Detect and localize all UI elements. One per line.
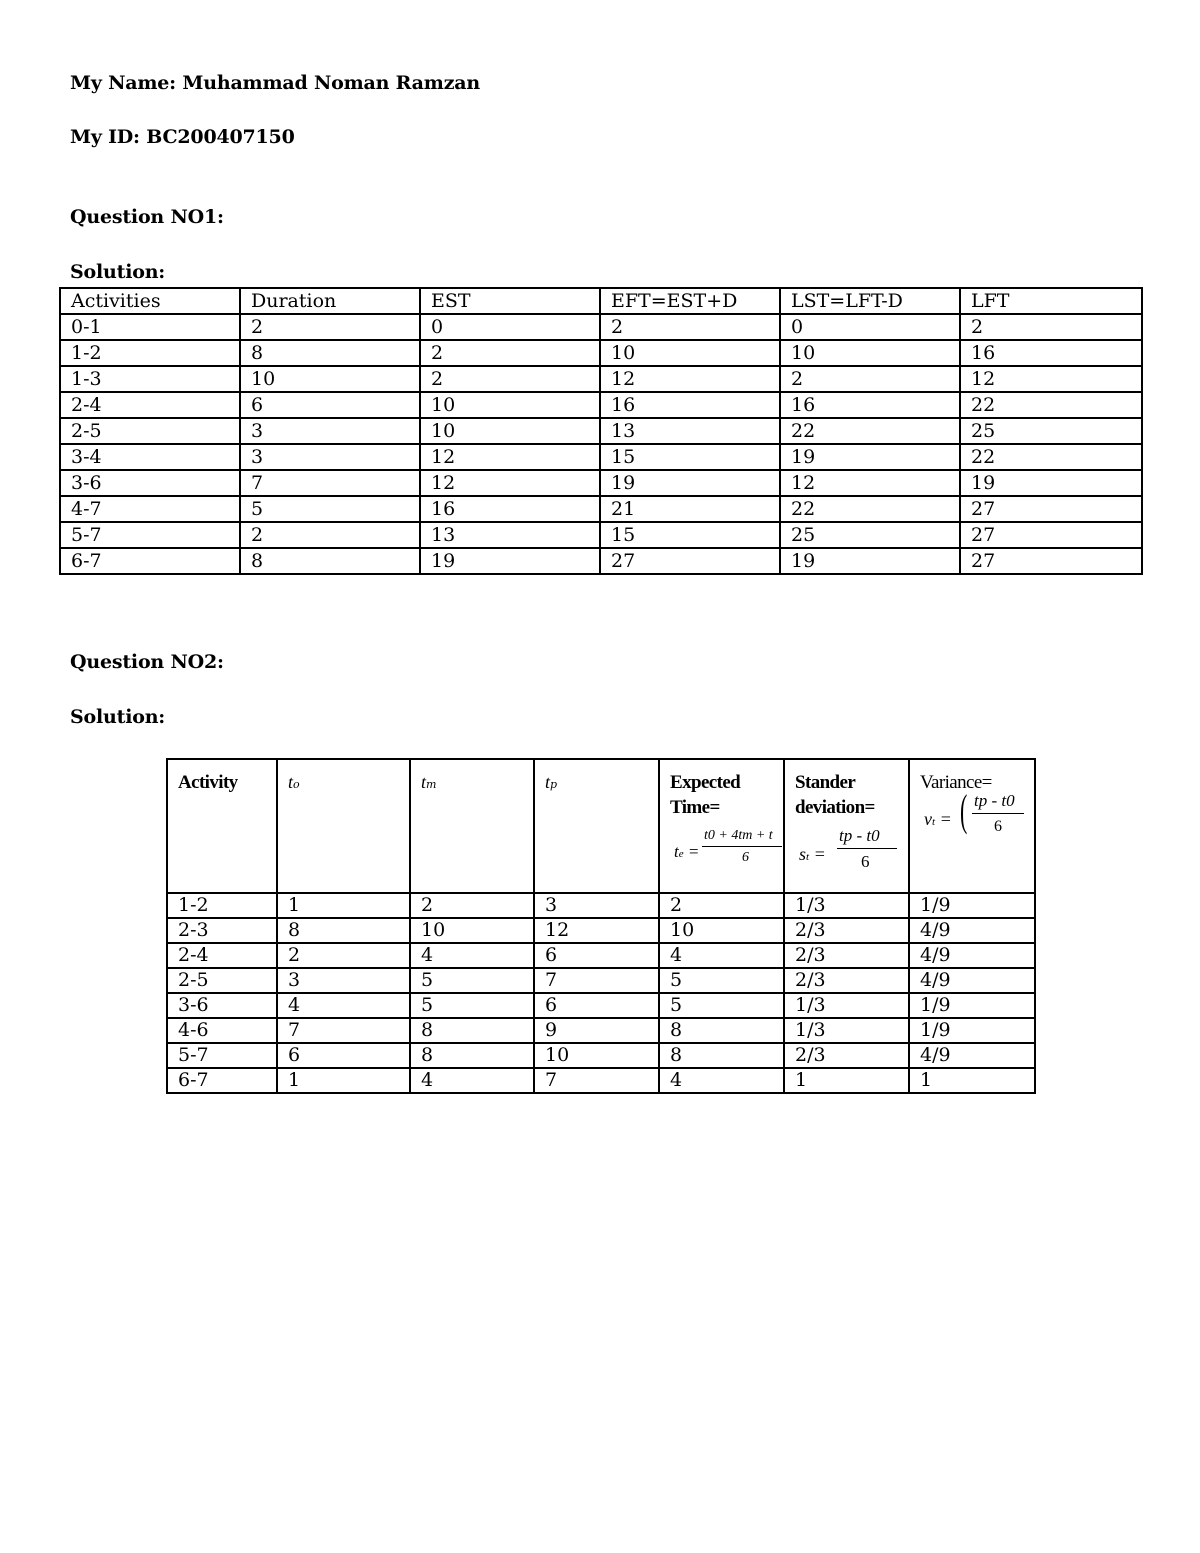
table-cell: 10 [534,1043,659,1068]
table-cell: 1/3 [784,993,909,1018]
std-deviation-formula: st = tp - t0 6 [795,824,908,884]
table-cell: 2 [420,366,600,392]
cpm-col-header: EFT=EST+D [600,288,780,314]
pert-col-activity: Activity [167,759,277,893]
table-cell: 0-1 [60,314,240,340]
table-cell: 19 [960,470,1142,496]
table-cell: 16 [960,340,1142,366]
table-cell: 12 [534,918,659,943]
table-cell: 5 [659,993,784,1018]
question-2-title: Question NO2: [70,651,224,673]
table-cell: 2 [410,893,534,918]
table-cell: 3-6 [167,993,277,1018]
table-cell: 5 [410,993,534,1018]
cpm-col-header: EST [420,288,600,314]
table-cell: 2/3 [784,968,909,993]
table-cell: 1-2 [60,340,240,366]
table-row [167,1068,1035,1093]
table-row [60,522,1142,548]
table-cell: 1 [277,893,410,918]
table-cell: 4/9 [909,918,1035,943]
table-cell: 16 [780,392,960,418]
table-cell: 3 [240,418,420,444]
table-cell: 27 [600,548,780,574]
table-cell: 2/3 [784,943,909,968]
table-cell: 27 [960,522,1142,548]
table-cell: 2 [600,314,780,340]
table-row [167,943,1035,968]
table-cell: 13 [420,522,600,548]
table-cell: 19 [780,444,960,470]
table-cell: 0 [420,314,600,340]
table-cell: 4 [410,1068,534,1093]
table-cell: 25 [960,418,1142,444]
table-row [60,470,1142,496]
table-cell: 3-6 [60,470,240,496]
table-cell: 1 [909,1068,1035,1093]
table-cell: 2 [420,340,600,366]
table-cell: 13 [600,418,780,444]
expected-time-formula: te = t0 + 4tm + t 6 [670,824,783,884]
table-cell: 1/3 [784,893,909,918]
table-cell: 4/9 [909,943,1035,968]
table-cell: 6-7 [60,548,240,574]
table-cell: 22 [960,392,1142,418]
table-cell: 2 [960,314,1142,340]
table-cell: 1 [277,1068,410,1093]
table-cell: 4 [277,993,410,1018]
table-cell: 8 [659,1043,784,1068]
table-cell: 1/9 [909,1018,1035,1043]
table-cell: 4-7 [60,496,240,522]
table-row [60,548,1142,574]
pert-col-std-deviation: Stander deviation= st = tp - t0 6 [784,759,909,893]
table-cell: 10 [659,918,784,943]
table-cell: 6 [534,943,659,968]
table-cell: 3 [277,968,410,993]
table-cell: 2 [277,943,410,968]
table-cell: 2 [240,314,420,340]
question-1-solution: Solution: [70,261,166,283]
table-row [60,418,1142,444]
table-cell: 16 [600,392,780,418]
table-cell: 12 [780,470,960,496]
table-cell: 8 [240,340,420,366]
pert-col-tm: tm [410,759,534,893]
table-cell: 1-2 [167,893,277,918]
table-cell: 10 [780,340,960,366]
table-cell: 7 [534,968,659,993]
table-cell: 1-3 [60,366,240,392]
table-cell: 5 [240,496,420,522]
table-cell: 2-4 [60,392,240,418]
table-cell: 4-6 [167,1018,277,1043]
table-cell: 3-4 [60,444,240,470]
table-row [60,496,1142,522]
table-row [60,314,1142,340]
cpm-table-header [60,288,1142,314]
table-row [167,1018,1035,1043]
table-cell: 21 [600,496,780,522]
table-cell: 4 [410,943,534,968]
table-cell: 12 [960,366,1142,392]
table-cell: 10 [420,392,600,418]
table-cell: 15 [600,444,780,470]
table-cell: 2-5 [60,418,240,444]
pert-table [166,758,1036,1094]
table-cell: 7 [277,1018,410,1043]
table-cell: 10 [410,918,534,943]
table-cell: 5-7 [167,1043,277,1068]
table-cell: 1/9 [909,893,1035,918]
table-cell: 4/9 [909,1043,1035,1068]
table-cell: 5 [410,968,534,993]
table-cell: 3 [534,893,659,918]
table-cell: 19 [420,548,600,574]
table-row [167,1043,1035,1068]
cpm-table [59,287,1143,575]
pert-col-to: to [277,759,410,893]
table-cell: 2/3 [784,1043,909,1068]
table-cell: 1 [784,1068,909,1093]
table-cell: 8 [410,1018,534,1043]
table-cell: 27 [960,496,1142,522]
table-cell: 2 [659,893,784,918]
table-cell: 7 [240,470,420,496]
table-cell: 22 [960,444,1142,470]
table-row [167,918,1035,943]
table-cell: 6-7 [167,1068,277,1093]
table-cell: 8 [410,1043,534,1068]
table-cell: 25 [780,522,960,548]
table-row [60,340,1142,366]
table-cell: 0 [780,314,960,340]
cpm-col-header: LST=LFT-D [780,288,960,314]
table-row [167,968,1035,993]
table-cell: 9 [534,1018,659,1043]
table-cell: 2 [240,522,420,548]
table-cell: 2-3 [167,918,277,943]
table-cell: 8 [240,548,420,574]
table-cell: 10 [420,418,600,444]
table-cell: 10 [240,366,420,392]
table-cell: 22 [780,418,960,444]
table-cell: 2-4 [167,943,277,968]
table-cell: 12 [420,470,600,496]
student-id: My ID: BC200407150 [70,126,295,148]
table-cell: 15 [600,522,780,548]
pert-table-body [167,893,1035,1093]
table-cell: 6 [534,993,659,1018]
table-cell: 5 [659,968,784,993]
table-cell: 4 [659,1068,784,1093]
table-cell: 4 [659,943,784,968]
question-1-title: Question NO1: [70,206,224,228]
cpm-col-header: LFT [960,288,1142,314]
table-cell: 27 [960,548,1142,574]
pert-table-header [167,759,1035,893]
table-cell: 1/9 [909,993,1035,1018]
table-cell: 16 [420,496,600,522]
pert-col-variance: Variance= vt = ( tp - t0 6 [909,759,1035,893]
table-cell: 12 [600,366,780,392]
table-row [60,392,1142,418]
table-cell: 6 [240,392,420,418]
table-cell: 19 [780,548,960,574]
table-cell: 6 [277,1043,410,1068]
table-row [167,993,1035,1018]
table-row [60,366,1142,392]
table-cell: 22 [780,496,960,522]
cpm-col-header: Duration [240,288,420,314]
cpm-col-header: Activities [60,288,240,314]
question-2-solution: Solution: [70,706,166,728]
table-cell: 3 [240,444,420,470]
cpm-table-body [60,314,1142,574]
table-row [167,893,1035,918]
table-cell: 5-7 [60,522,240,548]
table-cell: 19 [600,470,780,496]
table-cell: 2-5 [167,968,277,993]
pert-col-tp: tp [534,759,659,893]
table-cell: 2 [780,366,960,392]
table-cell: 10 [600,340,780,366]
table-cell: 1/3 [784,1018,909,1043]
table-cell: 2/3 [784,918,909,943]
table-cell: 8 [277,918,410,943]
table-cell: 12 [420,444,600,470]
table-cell: 8 [659,1018,784,1043]
variance-formula: vt = ( tp - t0 6 [920,799,1034,859]
student-name: My Name: Muhammad Noman Ramzan [70,72,481,94]
table-cell: 7 [534,1068,659,1093]
table-row [60,444,1142,470]
table-cell: 4/9 [909,968,1035,993]
pert-col-expected: Expected Time= te = t0 + 4tm + t 6 [659,759,784,893]
